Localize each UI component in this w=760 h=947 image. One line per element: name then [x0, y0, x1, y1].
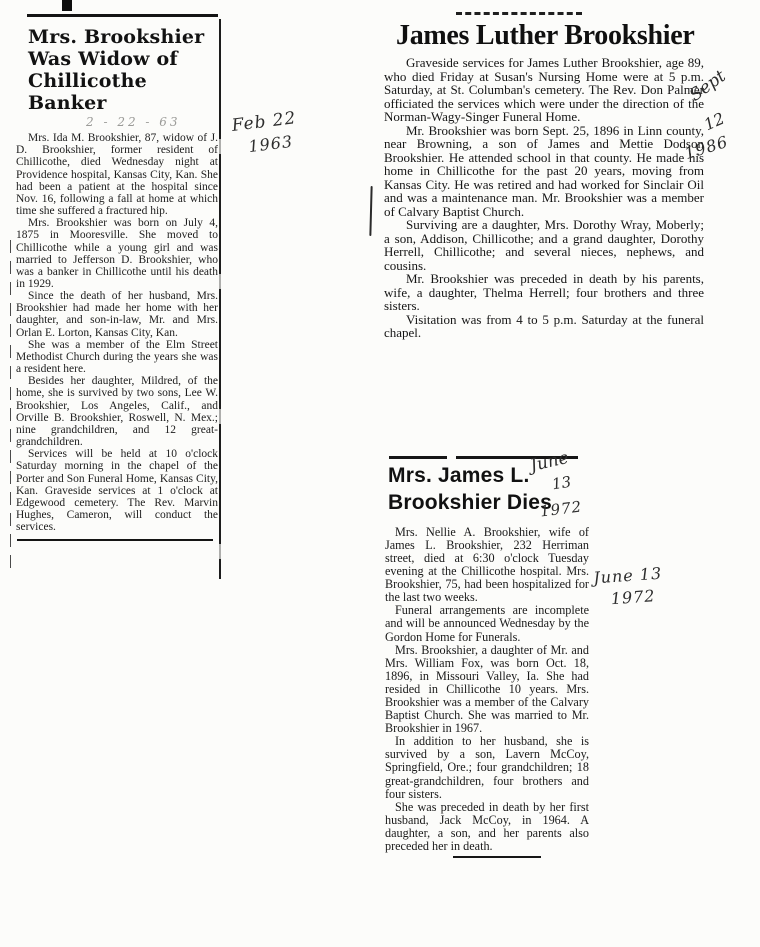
- clipping-body: [16, 132, 218, 533]
- obituary-clipping-nellie-brookshier: [383, 456, 615, 858]
- body-paragraph: She was a member of the Elm Street Methodist Church during the years she was a resident here.: [16, 338, 218, 376]
- clipping-bottom-rule: [453, 856, 541, 858]
- margin-ink-mark: [369, 186, 372, 236]
- body-paragraph: She was preceded in death by her first husband, Jack McCoy, in 1964. A daughter, a son, and her parents also preceded her in death.: [385, 799, 589, 853]
- body-paragraph: Surviving are a daughter, Mrs. Dorothy Wray, Moberly; a son, Addison, Chillicothe; and a grand daughter, Dorothy Herrell, Chillicothe; and several nieces, nephews, and cousins.: [384, 217, 704, 273]
- body-paragraph: Mrs. Brookshier, a daughter of Mr. and Mrs. William Fox, was born Oct. 18, 1896, in Missouri Valley, Ia. She had resided in Chillicothe 10 years. Mrs. Brookshier was a member of the Calvary Baptist Church. She was married to Mr. Brookshier in 1967.: [385, 642, 589, 736]
- obituary-clipping-james-brookshier: [382, 2, 709, 340]
- headline-line-1: Mrs. James L.: [388, 464, 530, 487]
- handwritten-line: 1963: [247, 131, 295, 157]
- clipping-top-rule: [27, 14, 218, 17]
- body-paragraph: Mrs. Ida M. Brookshier, 87, widow of J. D. Brookshier, former resident of Chillicothe, died Wednesday night at Providence hospital, Kansas City, Kan. She had been a patient at the hospital since Nov. 16, following a fall at home at which time she suffered a fractured hip.: [16, 132, 218, 218]
- clipping-top-rule: [389, 456, 615, 459]
- clipping-bottom-rule: [17, 539, 213, 541]
- headline-line-2: Brookshier Dies: [388, 490, 553, 514]
- handwritten-line: 1972: [610, 586, 657, 609]
- body-paragraph: Services will be held at 10 o'clock Saturday morning in the chapel of the Porter and Son Funeral Home, Kansas City, Kan. Graveside services at 1 o'clock at Edgewood cemetery. The Rev. Marvin Hughes, Cameron, will conduct the services.: [16, 448, 218, 534]
- handwritten-date-june-inline: June: [528, 447, 571, 477]
- body-paragraph: Graveside services for James Luther Brookshier, age 89, who died Friday at Susan's Nursing Home were at 5 p.m. Saturday, at St. Columban's cemetery. The Rev. Don Palmer officiated the services which were under the direction of the Norman-Wagy-Singer Funeral Home.: [384, 55, 704, 125]
- handwritten-date-june-inline-year: 1972: [539, 497, 584, 521]
- body-paragraph: Since the death of her husband, Mrs. Brookshier had made her home with her daughter, and son-in-law, Mr. and Mrs. Orlan E. Lorton, Kansas City, Kan.: [16, 290, 218, 339]
- body-paragraph: In addition to her husband, she is survived by a son, Lavern McCoy, Springfield, Ore.; four grandchildren; 18 great-grandchildren, four brothers and four sisters.: [385, 734, 589, 801]
- clipping-dashed-rule: [456, 12, 582, 15]
- clipping-headline: James Luther Brookshier: [396, 20, 695, 51]
- handwritten-line: Feb 22: [230, 108, 298, 136]
- body-paragraph: Mrs. Brookshier was born on July 4, 1875 in Mooresville. She moved to Chillicothe while a young girl and was married to Jefferson D. Brookshier, who was a banker in Chillicothe until his death in 1929.: [16, 217, 218, 290]
- clipping-body: [384, 56, 704, 340]
- pencil-date-note: 2 - 22 - 63: [86, 115, 181, 130]
- body-paragraph: Mr. Brookshier was preceded in death by his parents, wife, a daughter, Thelma Herrell; four brothers and three sisters.: [384, 271, 704, 314]
- clipping-left-border: [10, 240, 11, 574]
- handwritten-date-sept: Sept: [685, 66, 730, 106]
- handwritten-date-sept-day: 12: [701, 108, 728, 135]
- handwritten-date-june-1972: [593, 564, 665, 610]
- body-paragraph: Besides her daughter, Mildred, of the home, she is survived by two sons, Lee W. Brookshier, Los Angeles, Calif., and Orville B. Brookshier, Roswell, N. Mex.; nine grandchildren, and 12 great-grandchildren.: [16, 375, 218, 449]
- clipping-body: [385, 526, 589, 853]
- body-paragraph: Mr. Brookshier was born Sept. 25, 1896 in Linn county, near Browning, a son of James and Mettie Dodson Brookshier. He attended school in that county. He made his home in Chillicothe for the past 20 years, moving from Kansas City. He was retired and had worked for Sinclair Oil and was a maintenance man. Mr. Brookshier was a member of Calvary Baptist Church.: [384, 122, 704, 219]
- body-paragraph: Funeral arrangements are incomplete and will be announced Wednesday by the Gordon Home for Funerals.: [385, 603, 589, 644]
- body-paragraph: Visitation was from 4 to 5 p.m. Saturday at the funeral chapel.: [384, 311, 704, 341]
- handwritten-date-june-inline-day: 13: [550, 472, 573, 494]
- body-paragraph: Mrs. Nellie A. Brookshier, wife of James L. Brookshier, 232 Herriman street, died at 6:30 o'clock Tuesday evening at the Chillicothe hospital. Mrs. Brookshier, 75, had been hospitalized for the last two weeks.: [385, 524, 589, 605]
- obituary-clipping-ida-brookshier: [8, 14, 234, 541]
- scan-ink-stub: [62, 0, 72, 11]
- clipping-right-border: [219, 19, 221, 579]
- handwritten-date-feb-1963: [231, 108, 300, 158]
- handwritten-date-sept-year: 1986: [682, 131, 731, 164]
- clipping-headline: Mrs. Brookshier Was Widow of Chillicothe Banker: [28, 26, 205, 115]
- handwritten-line: June 13: [592, 563, 663, 588]
